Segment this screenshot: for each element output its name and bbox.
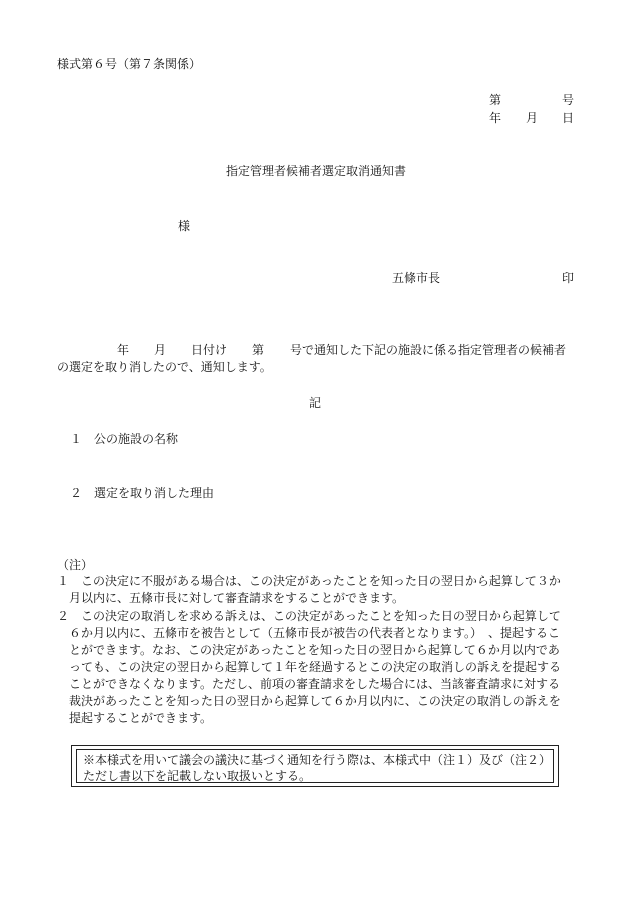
note-2-line: この決定の取消しを求める訴えは、この決定があったことを知った日の翌日から起算して <box>81 609 561 623</box>
note-1-line: この決定に不服がある場合は、この決定があったことを知った日の翌日から起算して３か <box>81 574 561 588</box>
body-year: 年 <box>117 343 130 357</box>
notes-heading: （注） <box>57 558 94 572</box>
note-2-line: とができます。なお、この決定があったことを知った日の翌日から起算して６か月以内であ <box>69 643 560 657</box>
body-no-prefix: 第 <box>252 343 265 357</box>
item-1-label: 公の施設の名称 <box>94 432 179 446</box>
note-2-line: ことができなくなります。ただし、前項の審査請求をした場合には、当該審査請求に対する <box>69 677 561 691</box>
ki-heading: 記 <box>309 396 322 410</box>
form-number: 様式第６号（第７条関係） <box>57 57 202 71</box>
body-dated: 日付け <box>191 343 228 357</box>
item-2-label: 選定を取り消した理由 <box>94 486 215 500</box>
note-1-number: １ <box>57 574 70 588</box>
note-2-line: ６か月以内に、五條市を被告として（五條市長が被告の代表者となります。） 、提起するこ <box>69 626 561 640</box>
number-prefix: 第 <box>489 93 502 107</box>
handling-note-inner-border <box>76 749 554 783</box>
handling-note-line: ※本様式を用いて議会の議決に基づく通知を行う際は、本様式中（注１）及び（注２） <box>83 753 552 767</box>
note-2-line: 提起することができます。 <box>69 711 213 725</box>
item-2-number: ２ <box>70 486 83 500</box>
note-2-number: ２ <box>57 609 70 623</box>
number-suffix: 号 <box>562 93 575 107</box>
handling-note-line: ただし書以下を記載しない取扱いとする。 <box>83 769 312 783</box>
seal-mark: 印 <box>562 271 575 285</box>
item-1-number: １ <box>70 432 83 446</box>
date-day: 日 <box>562 111 575 125</box>
date-month: 月 <box>526 111 539 125</box>
note-2-line: っても、この決定の翌日から起算して１年を経過するとこの決定の取消しの訴えを提起する <box>69 660 562 674</box>
sender-name: 五條市長 <box>392 271 441 285</box>
document-title: 指定管理者候補者選定取消通知書 <box>226 164 407 178</box>
body-line2: の選定を取り消したので、通知します。 <box>57 360 272 374</box>
handling-note-box <box>71 745 559 787</box>
recipient-honorific: 様 <box>178 219 191 233</box>
date-year: 年 <box>489 111 502 125</box>
note-2-line: 裁決があったことを知った日の翌日から起算して６か月以内に、この決定の取消しの訴えを <box>69 694 561 708</box>
body-line1: 号で通知した下記の施設に係る指定管理者の候補者 <box>290 343 567 357</box>
body-month: 月 <box>154 343 167 357</box>
note-1-line: 月以内に、五條市長に対して審査請求をすることができます。 <box>69 591 405 605</box>
